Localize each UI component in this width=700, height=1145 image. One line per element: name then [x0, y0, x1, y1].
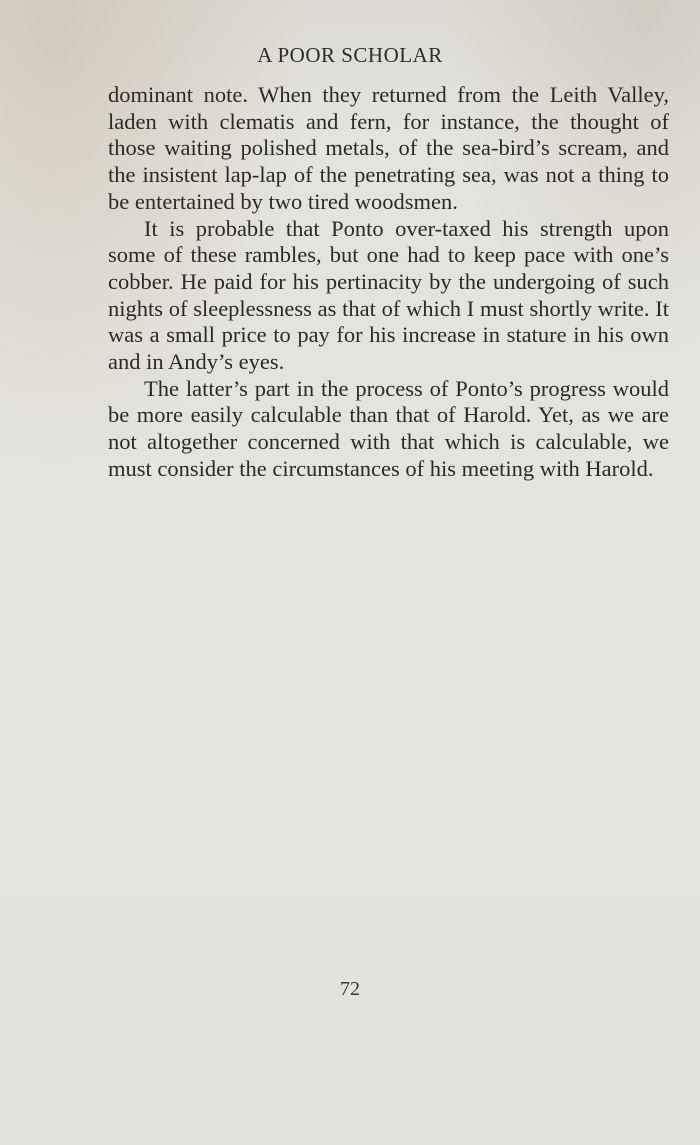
page-number: 72: [340, 978, 360, 1000]
paragraph-1: dominant note. When they returned from the Leith Valley, laden with clematis and fern, for instance, the thought of those waiting polished metals, of the sea-bird’s scream, and the insistent lap-lap of the penetrating sea, was not a thing to be entertained by two tired woodsmen.: [108, 82, 669, 214]
body-text: [108, 82, 669, 483]
paragraph-2: It is probable that Ponto over-taxed his strength upon some of these rambles, but one had to keep pace with one’s cobber. He paid for his pertinacity by the undergoing of such nights of sleeplessness as that of which I must shortly write. It was a small price to pay for his increase in stature in his own and in Andy’s eyes.: [108, 215, 669, 375]
running-head: A POOR SCHOLAR: [257, 43, 443, 67]
paragraph-3: The latter’s part in the process of Ponto’s progress would be more easily calculable than that of Harold. Yet, as we are not altogether concerned with that which is calculable, we must consider the circumstances of his meeting with Harold.: [108, 375, 669, 481]
